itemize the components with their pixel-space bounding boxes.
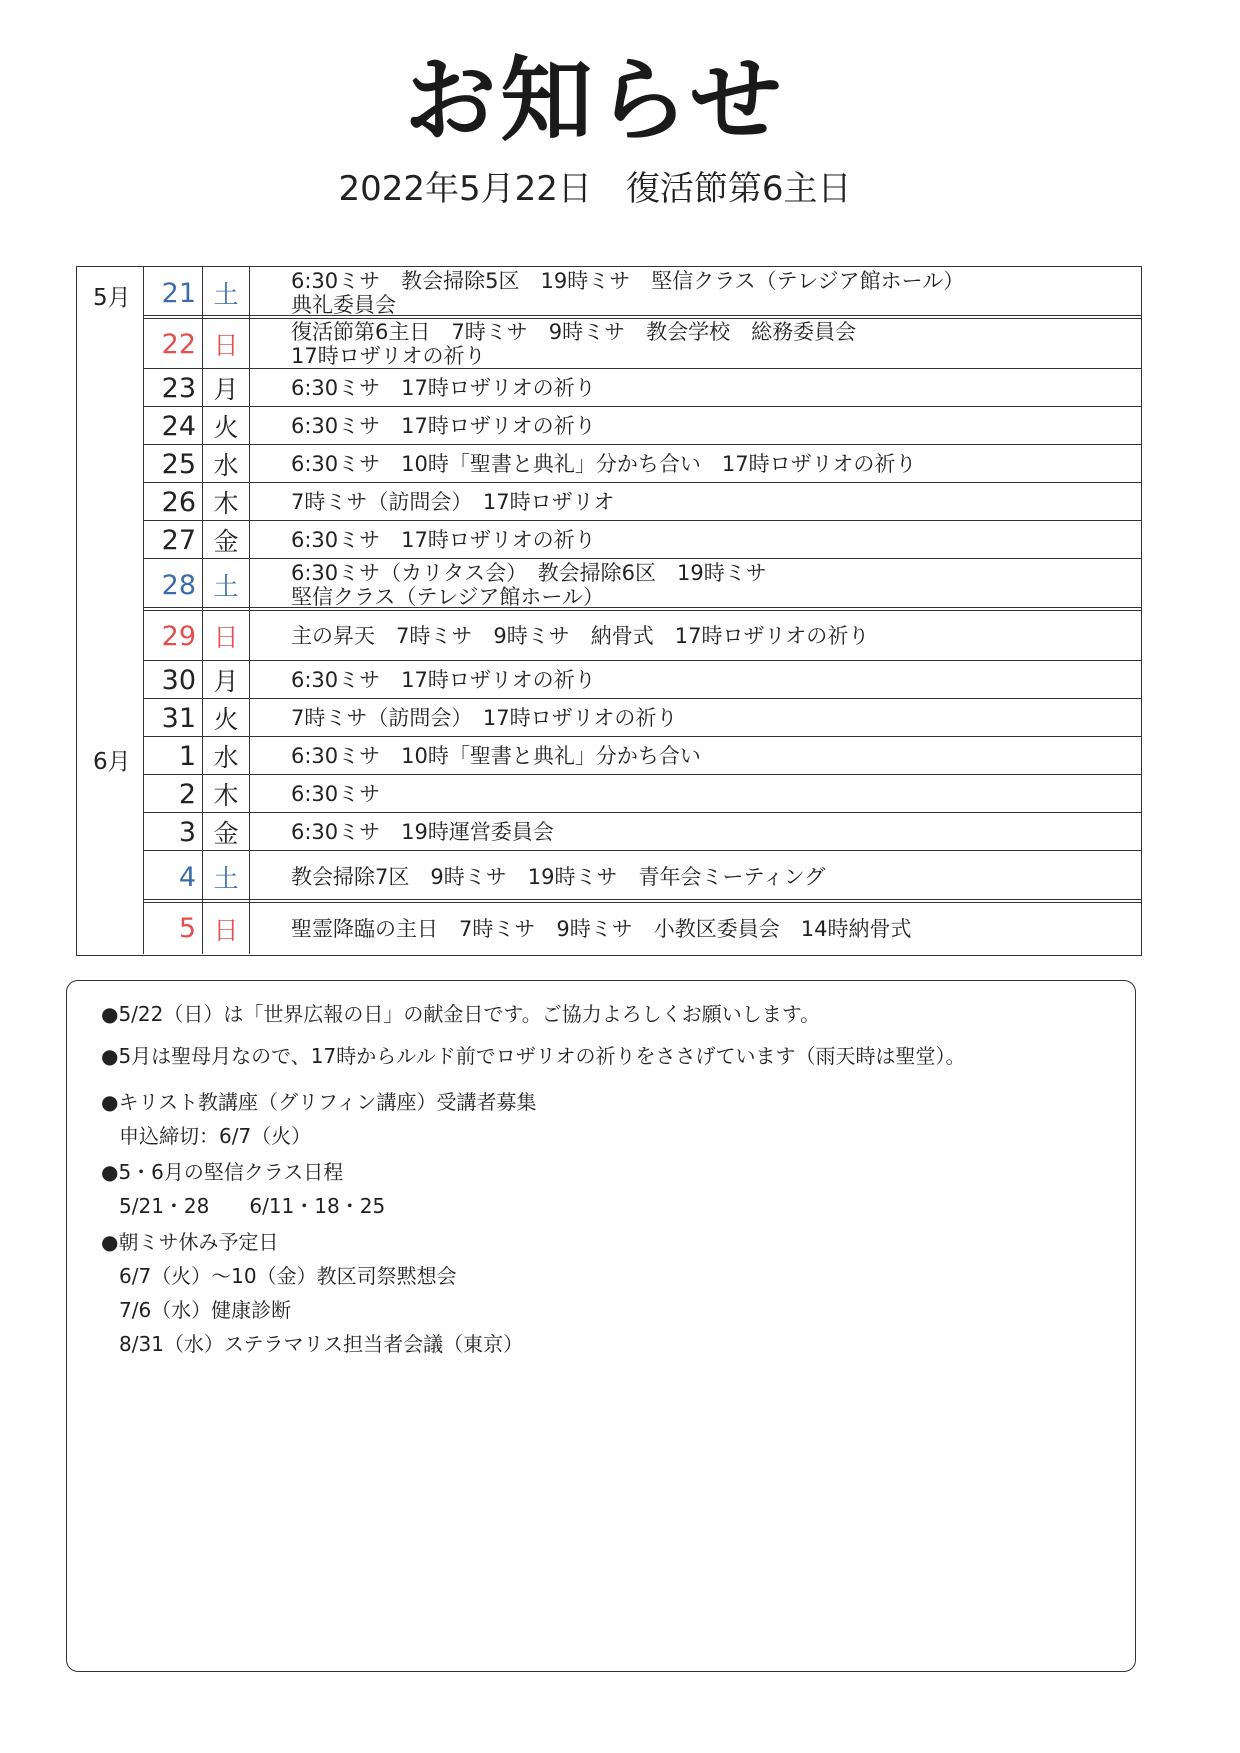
- weekday: 水: [203, 737, 250, 775]
- events: 7時ミサ（訪問会） 17時ロザリオの祈り: [291, 706, 678, 730]
- day-number: 28: [143, 559, 203, 611]
- day-number: 3: [143, 813, 203, 851]
- events: 6:30ミサ（カリタス会） 教会掃除6区 19時ミサ 堅信クラス（テレジア館ホール）: [291, 561, 767, 609]
- day-number: 25: [143, 445, 203, 483]
- notice-3: ●キリスト教講座（グリフィン講座）受講者募集: [101, 1090, 537, 1114]
- schedule-row: [143, 445, 1141, 483]
- day-number: 5: [143, 903, 203, 954]
- events: 7時ミサ（訪問会） 17時ロザリオ: [291, 490, 615, 514]
- notice-3-detail: 申込締切：6/7（火）: [119, 1124, 312, 1148]
- schedule-row: [143, 559, 1141, 611]
- schedule-row: [143, 737, 1141, 775]
- day-number: 26: [143, 483, 203, 521]
- weekday: 火: [203, 407, 250, 445]
- notice-4-detail: 5/21・28 6/11・18・25: [119, 1194, 386, 1218]
- weekday: 火: [203, 699, 250, 737]
- events: 6:30ミサ 17時ロザリオの祈り: [291, 414, 596, 438]
- day-number: 29: [143, 611, 203, 661]
- events: 復活節第6主日 7時ミサ 9時ミサ 教会学校 総務委員会 17時ロザリオの祈り: [291, 320, 857, 368]
- schedule-row: [143, 267, 1141, 319]
- weekday: 土: [203, 267, 250, 319]
- schedule-row: [143, 699, 1141, 737]
- day-number: 2: [143, 775, 203, 813]
- notice-5: ●朝ミサ休み予定日: [101, 1230, 279, 1254]
- weekday: 土: [203, 559, 250, 611]
- events: 聖霊降臨の主日 7時ミサ 9時ミサ 小教区委員会 14時納骨式: [291, 916, 912, 941]
- events: 6:30ミサ 19時運営委員会: [291, 820, 554, 844]
- events: 主の昇天 7時ミサ 9時ミサ 納骨式 17時ロザリオの祈り: [291, 624, 870, 648]
- weekday: 水: [203, 445, 250, 483]
- weekday: 土: [203, 851, 250, 903]
- schedule-row: [143, 851, 1141, 903]
- day-number: 4: [143, 851, 203, 903]
- day-number: 24: [143, 407, 203, 445]
- notice-box: [66, 980, 1136, 1672]
- month-label-may: 5月: [93, 285, 131, 311]
- day-number: 1: [143, 737, 203, 775]
- day-number: 22: [143, 319, 203, 369]
- schedule-row: [143, 369, 1141, 407]
- schedule-row: [143, 813, 1141, 851]
- weekday: 日: [203, 903, 250, 954]
- schedule-row: [143, 661, 1141, 699]
- events: 6:30ミサ 17時ロザリオの祈り: [291, 668, 596, 692]
- events: 6:30ミサ 10時「聖書と典礼」分かち合い: [291, 744, 701, 768]
- schedule-table: [76, 266, 1142, 956]
- weekday: 木: [203, 483, 250, 521]
- day-number: 23: [143, 369, 203, 407]
- weekday: 月: [203, 661, 250, 699]
- day-number: 31: [143, 699, 203, 737]
- schedule-row: [143, 775, 1141, 813]
- events: 6:30ミサ: [291, 782, 381, 806]
- day-number: 27: [143, 521, 203, 559]
- notice-5-detail-1: 6/7（火）～10（金）教区司祭黙想会: [119, 1264, 457, 1288]
- schedule-row: [143, 611, 1141, 661]
- weekday: 日: [203, 611, 250, 661]
- events: 6:30ミサ 教会掃除5区 19時ミサ 堅信クラス（テレジア館ホール） 典礼委員会: [291, 269, 965, 317]
- schedule-row: [143, 319, 1141, 369]
- notice-5-detail-2: 7/6（水）健康診断: [119, 1298, 292, 1322]
- schedule-row: [143, 903, 1141, 954]
- events: 6:30ミサ 17時ロザリオの祈り: [291, 376, 596, 400]
- notice-1: ●5/22（日）は「世界広報の日」の献金日です。ご協力よろしくお願いします。: [101, 1002, 821, 1026]
- day-number: 30: [143, 661, 203, 699]
- month-label-june: 6月: [93, 749, 131, 775]
- schedule-row: [143, 483, 1141, 521]
- weekday: 金: [203, 521, 250, 559]
- day-number: 21: [143, 267, 203, 319]
- weekday: 金: [203, 813, 250, 851]
- page-title: お知らせ: [404, 47, 786, 154]
- schedule-row: [143, 407, 1141, 445]
- schedule-row: [143, 521, 1141, 559]
- notice-5-detail-3: 8/31（水）ステラマリス担当者会議（東京）: [119, 1332, 524, 1356]
- events: 教会掃除7区 9時ミサ 19時ミサ 青年会ミーティング: [291, 865, 826, 889]
- events: 6:30ミサ 17時ロザリオの祈り: [291, 528, 596, 552]
- weekday: 木: [203, 775, 250, 813]
- notice-4: ●5・6月の堅信クラス日程: [101, 1160, 344, 1184]
- events: 6:30ミサ 10時「聖書と典礼」分かち合い 17時ロザリオの祈り: [291, 452, 917, 476]
- weekday: 月: [203, 369, 250, 407]
- notice-2: ●5月は聖母月なので、17時からルルド前でロザリオの祈りをささげています（雨天時は聖堂）。: [101, 1044, 966, 1068]
- page-subtitle: 2022年5月22日 復活節第6主日: [338, 169, 852, 209]
- weekday: 日: [203, 319, 250, 369]
